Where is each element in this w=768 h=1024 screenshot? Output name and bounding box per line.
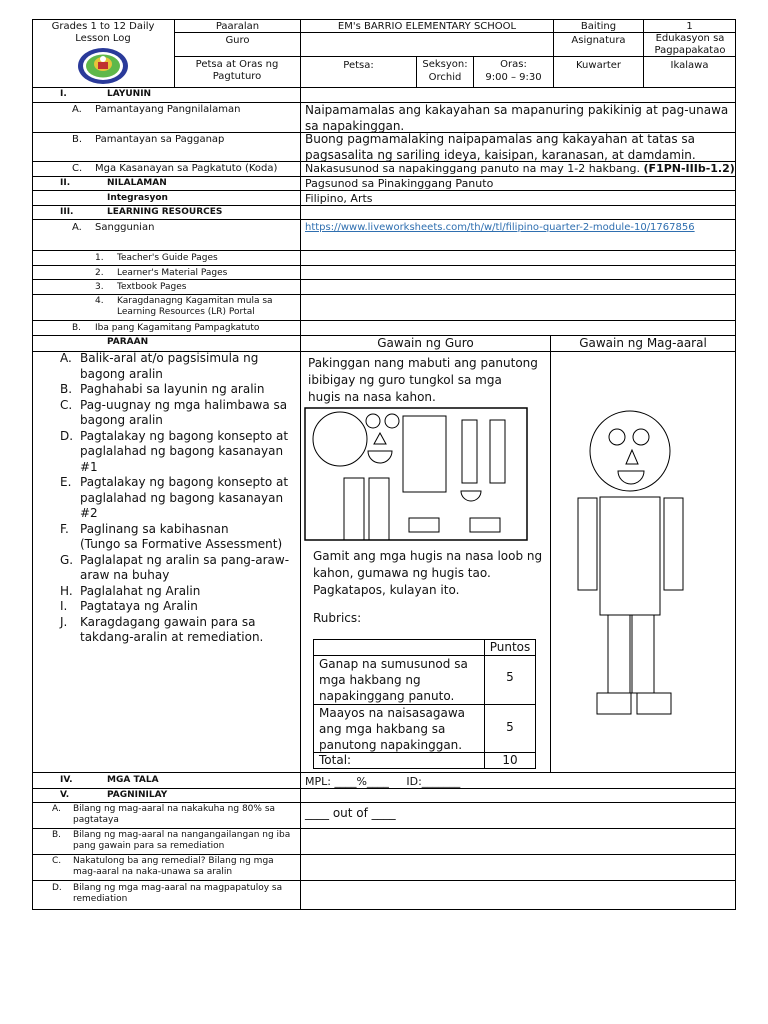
layunin-b-label: B. [72, 134, 83, 145]
pagninilay-title: PAGNINILAY [107, 790, 168, 800]
sanggunian-link[interactable]: https://www.liveworksheets.com/th/w/tl/filipino-quarter-2-module-10/1767856 [305, 222, 695, 233]
layunin-a-label: A. [72, 104, 82, 115]
paraan-step: B. Paghahabi sa layunin ng aralin [60, 382, 265, 396]
resource-item-label: Textbook Pages [117, 282, 187, 292]
school-seal-icon [76, 47, 130, 85]
paraan-step: (Tungo sa Formative Assessment) [80, 537, 283, 551]
gawain-magaaral-header: Gawain ng Mag-aaral [579, 336, 707, 350]
head-circle-shape [590, 411, 670, 491]
rectangle-shape [403, 416, 446, 492]
sanggunian-label: Sanggunian [95, 222, 155, 233]
small-circle-shape [366, 414, 380, 428]
iba-pang-letter: B. [72, 323, 82, 333]
integrasyon-label: Integrasyon [107, 193, 168, 203]
pagninilay-item-text: Bilang ng mag-aaral na nakakuha ng 80% sa pagtataya [73, 804, 276, 825]
foot-rectangle-shape [637, 693, 671, 714]
leg-rectangle-shape [632, 615, 654, 693]
rubric-points: 5 [506, 720, 514, 734]
rubrics-label: Rubrics: [313, 611, 362, 625]
mpl-id-line: MPL: ____%____ ID:_______ [305, 775, 461, 788]
leg-rectangle-shape [608, 615, 630, 693]
asignatura-label: Asignatura [571, 35, 626, 46]
school-name: EM's BARRIO ELEMENTARY SCHOOL [337, 21, 517, 32]
kasanayan-value: Nakasusunod sa napakinggang panuto na may 1-2 hakbang. (F1PN-IIIb-1.2) [305, 162, 735, 175]
triangle-shape [374, 433, 386, 444]
rubric-points: 5 [506, 670, 514, 684]
kasanayan-label: Mga Kasanayan sa Pagkatuto (Koda) [95, 163, 278, 174]
pagninilay-num: V. [60, 790, 70, 800]
integrasyon-value: Filipino, Arts [305, 192, 373, 205]
pagninilay-item-letter: D. [52, 883, 62, 893]
half-circle-shape [368, 451, 392, 463]
petsa-label: Petsa: [343, 60, 374, 71]
gawain-guro-header: Gawain ng Guro [377, 336, 474, 350]
pagninilay-item-letter: C. [52, 856, 62, 866]
arm-rectangle-shape [664, 498, 683, 590]
paaralan-label: Paaralan [215, 21, 260, 32]
rubric-total-value: 10 [502, 753, 518, 767]
resource-item-label: Learner's Material Pages [117, 268, 228, 278]
resource-item-num: 4. [95, 296, 104, 306]
paraan-step: F. Paglinang sa kabihasnan [60, 521, 229, 536]
paraan-step: A. Balik-aral at/o pagsisimula ng bagong aralin [60, 351, 259, 381]
instruction-make-figure: Gamit ang mga hugis na nasa loob ng kahon, gumawa ng hugis tao. Pagkatapos, kulayan ito. [313, 549, 543, 597]
resource-item-label: Teacher's Guide Pages [117, 253, 218, 263]
baitang-value: 1 [686, 21, 693, 32]
pamantayan-sa-pagganap-value: Buong pagmamalaking naipapamalas ang kakayahan at tatas sa pagsasalita ng sariling ideya, kaisipan, karanasan, at damdamin. [305, 132, 696, 162]
nilalaman-num: II. [60, 178, 71, 188]
asignatura-value: Edukasyon sa Pagpapakatao [654, 33, 726, 56]
pagninilay-item-text: Bilang ng mag-aaral na nangangailangan ng iba pang gawain para sa remediation [73, 830, 291, 851]
eye-circle-shape [609, 429, 625, 445]
layunin-num: I. [60, 89, 67, 99]
mouth-half-circle-shape [618, 471, 644, 484]
arm-rectangle-shape [578, 498, 597, 590]
rubric-total-label: Total: [319, 753, 352, 767]
pamantayang-pangnilalaman-value: Naipamamalas ang kakayahan sa mapanuring pakikinig at pag-unawa sa napakinggan. [305, 103, 729, 133]
resource-item-num: 1. [95, 253, 104, 263]
resource-item-num: 3. [95, 282, 104, 292]
eye-circle-shape [633, 429, 649, 445]
baitang-label: Baiting [580, 21, 617, 32]
pamantayang-pangnilalaman-label: Pamantayang Pangnilalaman [95, 104, 241, 115]
paraan-step: G. Paglalapat ng aralin sa pang-araw-araw na buhay [60, 552, 290, 582]
rectangle-shape [490, 420, 505, 483]
rubric-points-header: Puntos [489, 640, 531, 654]
small-circle-shape [385, 414, 399, 428]
iba-pang-kagamitan-label: Iba pang Kagamitang Pampagkatuto [95, 323, 260, 333]
resource-item-num: 2. [95, 268, 104, 278]
half-circle-shape [461, 491, 481, 501]
body-rectangle-shape [600, 497, 660, 615]
pagninilay-item-letter: B. [52, 830, 62, 840]
nilalaman-value: Pagsunod sa Pinakinggang Panuto [305, 177, 494, 190]
pagninilay-item-text: Nakatulong ba ang remedial? Bilang ng mga mag-aaral na naka-unawa sa aralin [73, 856, 274, 877]
resources-num: III. [60, 207, 74, 217]
paraan-step: C. Pag-uugnay ng mga halimbawa sa bagong aralin [60, 397, 288, 427]
oras-value: 9:00 – 9:30 [485, 72, 542, 83]
paraan-step: J. Karagdagang gawain para sa takdang-aralin at remediation. [60, 614, 264, 644]
rubric-criterion: Maayos na naisasagawa ang mga hakbang sa panutong napakinggan. [319, 706, 465, 752]
sanggunian-letter: A. [72, 222, 82, 233]
tala-title: MGA TALA [107, 775, 159, 785]
petsa-oras-label: Petsa at Oras ng Pagtuturo [195, 59, 279, 82]
kuwarter-value: Ikalawa [670, 60, 709, 71]
pagninilay-item-letter: A. [52, 804, 61, 814]
seksyon-value: Orchid [428, 72, 462, 83]
layunin-title: LAYUNIN [107, 89, 152, 99]
rubric-criterion: Ganap na sumusunod sa mga hakbang ng napakinggang panuto. [319, 657, 468, 703]
paraan-title: PARAAN [107, 337, 149, 347]
pagninilay-item-value: ____ out of ____ [305, 806, 396, 820]
paraan-step: H. Paglalahat ng Aralin [60, 583, 201, 598]
paraan-step: D. Pagtalakay ng bagong konsepto at paglalahad ng bagong kasanayan #1 [60, 428, 289, 474]
shapes-box-figure [304, 407, 528, 541]
pagninilay-item-text: Bilang ng mga mag-aaral na magpapatuloy sa remediation [73, 883, 283, 904]
resource-item-label: Karagdanagng Kagamitan mula sa Learning Resources (LR) Portal [117, 296, 273, 317]
pamantayan-sa-pagganap-label: Pamantayan sa Pagganap [95, 134, 225, 145]
instruction-listen: Pakinggan nang mabuti ang panutong ibibigay ng guro tungkol sa mga hugis na nasa kahon. [308, 356, 538, 404]
log-title: Grades 1 to 12 Daily Lesson Log [51, 21, 155, 44]
paraan-steps-list [60, 351, 296, 646]
paraan-step: E. Pagtalakay ng bagong konsepto at paglalahad ng bagong kasanayan #2 [60, 475, 289, 520]
seksyon-label: Seksyon: [422, 59, 468, 70]
oras-label: Oras: [500, 59, 527, 70]
rectangle-shape [344, 478, 364, 540]
rectangle-shape [462, 420, 477, 483]
resources-title: LEARNING RESOURCES [107, 207, 223, 217]
rectangle-shape [409, 518, 439, 532]
nose-triangle-shape [626, 450, 638, 464]
foot-rectangle-shape [597, 693, 631, 714]
rectangle-shape [369, 478, 389, 540]
guro-label: Guro [225, 35, 250, 46]
shape-person-figure [575, 405, 690, 720]
layunin-c-label: C. [72, 163, 83, 174]
rectangle-shape [470, 518, 500, 532]
big-circle-shape [313, 412, 367, 466]
kuwarter-label: Kuwarter [576, 60, 621, 71]
paraan-step: I. Pagtataya ng Aralin [60, 599, 198, 613]
nilalaman-title: NILALAMAN [107, 178, 167, 188]
tala-num: IV. [60, 775, 73, 785]
